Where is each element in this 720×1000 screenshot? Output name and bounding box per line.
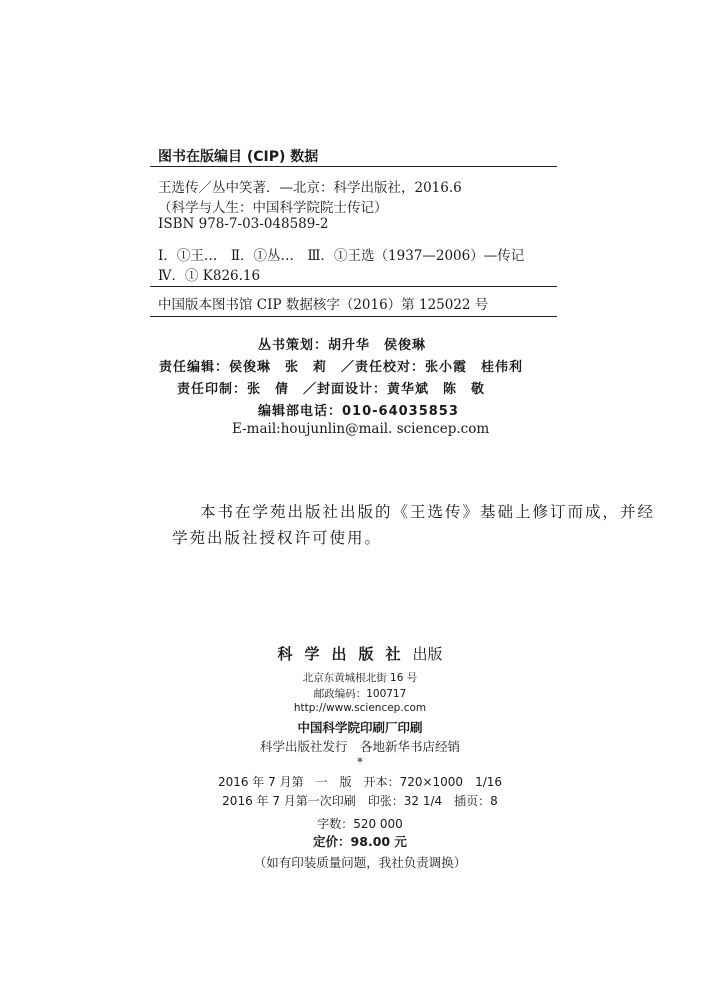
- revision-note-line-2: 学苑出版社授权许可使用。: [172, 529, 383, 547]
- editorial-phone: 编辑部电话：010-64035853: [258, 404, 459, 419]
- responsible-editors: 责任编辑：侯俊琳 张 莉 ／责任校对：张小霞 桂伟利: [159, 360, 524, 375]
- publisher-address: 北京东黄城根北街 16 号: [302, 672, 418, 684]
- cip-isbn: ISBN 978-7-03-048589-2: [158, 216, 329, 232]
- responsible-printing: 责任印制：张 倩 ／封面设计：黄华斌 陈 敬: [177, 382, 486, 397]
- divider-top: [150, 166, 557, 167]
- cip-line-2: （科学与人生：中国科学院院士传记）: [158, 200, 388, 216]
- publisher-name-spaced: 科学出版社: [277, 645, 413, 663]
- publisher-name-suffix: 出版: [412, 645, 443, 663]
- word-count: 字数：520 000: [317, 817, 403, 831]
- divider-middle: [150, 286, 557, 287]
- cip-title: 图书在版编目 (CIP) 数据: [158, 149, 319, 165]
- cip-classification-1: Ⅰ．①王… Ⅱ．①丛… Ⅲ．①王选（1937—2006）—传记: [158, 248, 525, 264]
- publisher-postcode: 邮政编码：100717: [313, 688, 407, 700]
- quality-notice: （如有印装质量问题，我社负责调换）: [253, 855, 467, 870]
- publisher-url: http://www.sciencep.com: [293, 702, 427, 714]
- revision-note-line-1: 本书在学苑出版社出版的《王选传》基础上修订而成，并经: [200, 503, 656, 521]
- price: 定价：98.00 元: [313, 834, 407, 849]
- cip-classification-2: Ⅳ．① K826.16: [158, 268, 261, 284]
- divider-bottom: [150, 316, 557, 317]
- distribution: 科学出版社发行 各地新华书店经销: [259, 739, 460, 754]
- cip-line-1: 王选传／丛中笑著．—北京：科学出版社，2016.6: [158, 180, 462, 196]
- edition-line-2: 2016 年 7 月第一次印刷 印张：32 1/4 插页：8: [222, 794, 498, 808]
- series-planning: 丛书策划：胡升华 侯俊琳: [258, 338, 427, 353]
- printer: 中国科学院印刷厂印刷: [297, 720, 423, 735]
- edition-line-1: 2016 年 7 月第 一 版 开本：720×1000 1/16: [217, 775, 503, 789]
- cip-data-number: 中国版本图书馆 CIP 数据核字（2016）第 125022 号: [158, 297, 489, 313]
- separator-star: *: [356, 754, 364, 769]
- publisher-name: [0, 643, 720, 664]
- editorial-email: E-mail:houjunlin@mail. sciencep.com: [232, 421, 490, 437]
